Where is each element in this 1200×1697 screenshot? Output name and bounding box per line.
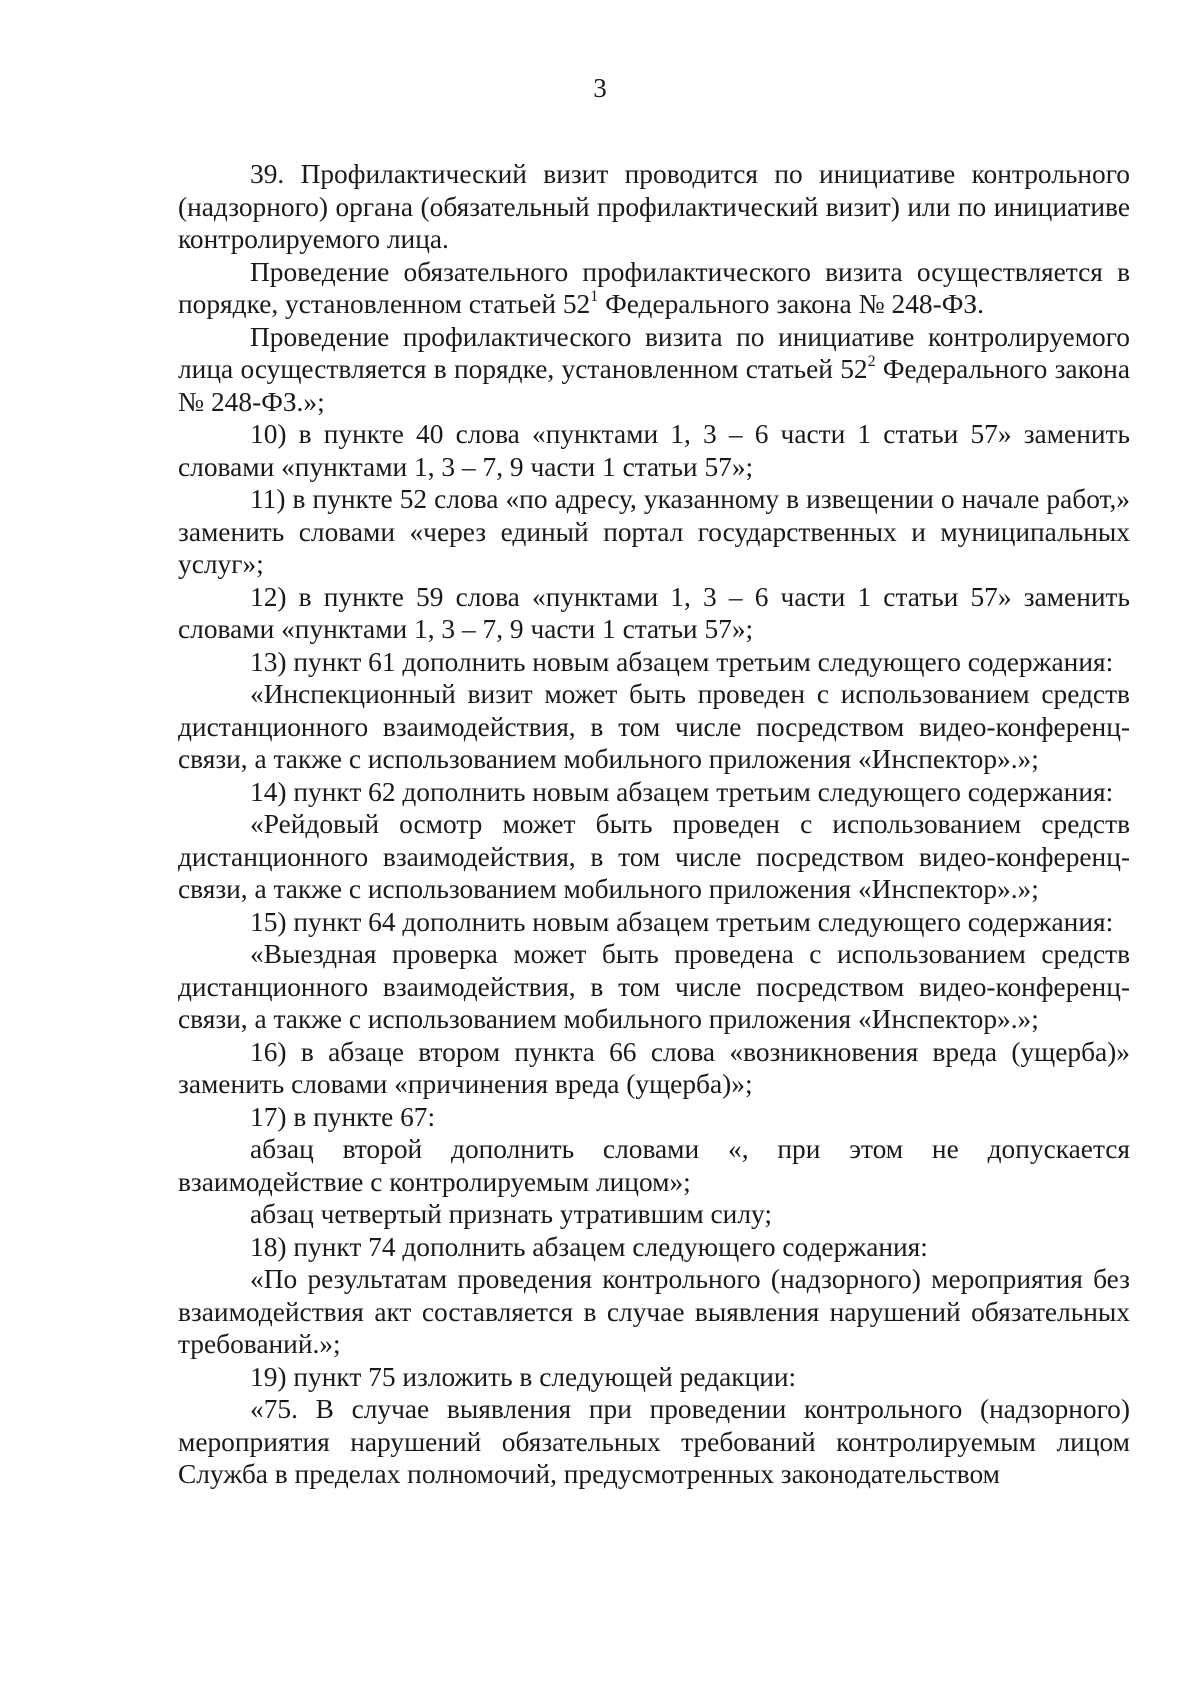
paragraph-item-17-b: абзац четвертый признать утратившим силу; [250,1199,772,1229]
paragraph-item-14: 14) пункт 62 дополнить новым абзацем третьим следующего содержания: [250,776,1114,807]
paragraph-item-16: 16) в абзаце втором пункта 66 слова «возникновения вреда (ущерба)» заменить словами «причинения вреда (ущерба)»; [178,1036,1130,1099]
superscript: 1 [590,288,599,305]
paragraph-item-15: 15) пункт 64 дополнить новым абзацем третьим следующего содержания: [250,906,1114,937]
paragraph-quote-act: «По результатам проведения контрольного (надзорного) мероприятия без взаимодействия акт составляется в случае выявления нарушений обязательных требований.»; [178,1264,1130,1359]
paragraph-item-11: 11) в пункте 52 слова «по адресу, указанному в извещении о начале работ,» заменить словами «через единый портал государственных и муниципальных услуг»; [178,484,1130,579]
paragraph-item-12: 12) в пункте 59 слова «пунктами 1, 3 – 6 части 1 статьи 57» заменить словами «пунктами 1, 3 – 7, 9 части 1 статьи 57»; [178,581,1130,644]
document-body [178,158,1130,1491]
paragraph-item-17: 17) в пункте 67: [250,1101,436,1132]
paragraph-quote-raid-inspection: «Рейдовый осмотр может быть проведен с использованием средств дистанционного взаимодействия, в том числе посредством видео-конференц-связи, а также с использованием мобильного приложения «Инспектор».»; [178,809,1130,904]
paragraph-39: 39. Профилактический визит проводится по инициативе контрольного (надзорного) органа (обязательный профилактический визит) или по инициативе контролируемого лица. [178,159,1130,254]
paragraph-quote-inspection-visit: «Инспекционный визит может быть проведен с использованием средств дистанционного взаимодействия, в том числе посредством видео-конференц-связи, а также с использованием мобильного приложения «Инспектор».»; [178,679,1130,774]
superscript: 2 [867,353,876,370]
paragraph-item-19: 19) пункт 75 изложить в следующей редакции: [250,1361,797,1392]
paragraph-item-18: 18) пункт 74 дополнить абзацем следующего содержания: [250,1231,928,1262]
paragraph-item-10: 10) в пункте 40 слова «пунктами 1, 3 – 6 части 1 статьи 57» заменить словами «пунктами 1, 3 – 7, 9 части 1 статьи 57»; [178,419,1130,482]
paragraph-item-17-a: абзац второй дополнить словами «, при этом не допускается взаимодействие с контролируемым лицом»; [178,1134,1130,1197]
paragraph-quote-field-check: «Выездная проверка может быть проведена с использованием средств дистанционного взаимодействия, в том числе посредством видео-конференц-связи, а также с использованием мобильного приложения «Инспектор».»; [178,939,1130,1034]
paragraph-item-13: 13) пункт 61 дополнить новым абзацем третьим следующего содержания: [250,646,1114,677]
paragraph-quote-75: «75. В случае выявления при проведении контрольного (надзорного) мероприятия нарушений обязательных требований контролируемым лицом Служба в пределах полномочий, предусмотренных законодательством [178,1394,1130,1489]
paragraph-initiative-visit: Проведение профилактического визита по инициативе контролируемого лица осуществляется в порядке, установленном статьей $52^2$ Федерального закона № 248-ФЗ.»; [178,321,1130,417]
page-number: 3 [593,73,607,103]
paragraph-mandatory-visit: Проведение обязательного профилактического визита осуществляется в порядке, установленном статьей $52^1$ Федерального закона № 248-ФЗ. [178,256,1130,319]
